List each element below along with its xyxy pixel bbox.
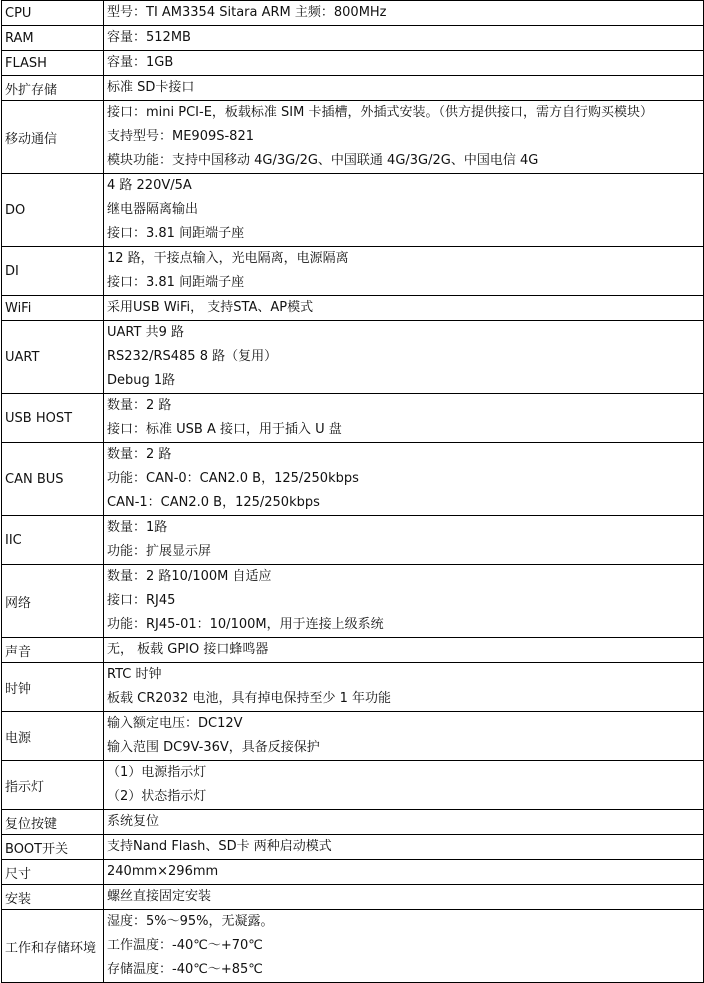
spec-label: 移动通信 (2, 101, 104, 174)
spec-row (2, 761, 704, 810)
spec-row (2, 247, 704, 296)
spec-value-line: 型号：TI AM3354 Sitara ARM 主频：800MHz (107, 5, 387, 20)
spec-value-line: 数量：2 路 (107, 398, 172, 413)
spec-row (2, 1, 704, 26)
spec-row (2, 516, 704, 565)
spec-value (104, 296, 704, 321)
spec-value-line: 湿度：5%～95%，无凝露。 (107, 914, 274, 929)
spec-value-line: 数量：2 路10/100M 自适应 (107, 569, 272, 584)
spec-value (104, 101, 704, 174)
spec-value-line: 板载 CR2032 电池，具有掉电保持至少 1 年功能 (107, 691, 391, 706)
spec-value-line: 输入额定电压：DC12V (107, 716, 243, 731)
spec-value-line: 接口：3.81 间距端子座 (107, 226, 245, 241)
spec-value-line: 功能：CAN-0：CAN2.0 B，125/250kbps (107, 471, 359, 486)
spec-label: 安装 (2, 885, 104, 910)
spec-row (2, 296, 704, 321)
spec-value (104, 712, 704, 761)
spec-label: WiFi (2, 296, 104, 321)
spec-label: 工作和存储环境 (2, 910, 104, 983)
spec-label: BOOT开关 (2, 835, 104, 860)
spec-value-line: RS232/RS485 8 路（复用） (107, 349, 278, 364)
spec-value (104, 443, 704, 516)
spec-label: UART (2, 321, 104, 394)
spec-value (104, 76, 704, 101)
spec-value-line: 输入范围 DC9V-36V，具备反接保护 (107, 740, 320, 755)
spec-row (2, 26, 704, 51)
spec-row (2, 663, 704, 712)
spec-value (104, 321, 704, 394)
spec-value (104, 516, 704, 565)
spec-value (104, 174, 704, 247)
spec-value-line: 模块功能：支持中国移动 4G/3G/2G、中国联通 4G/3G/2G、中国电信 4G (107, 153, 539, 168)
spec-value-line: 240mm×296mm (107, 864, 219, 879)
spec-label: 电源 (2, 712, 104, 761)
spec-label: CAN BUS (2, 443, 104, 516)
spec-value (104, 247, 704, 296)
spec-row (2, 76, 704, 101)
spec-row (2, 910, 704, 983)
spec-value-line: 接口：mini PCI-E，板载标准 SIM 卡插槽，外插式安装。（供方提供接口，需方自行购买模块） (107, 105, 653, 120)
spec-value-line: 接口：3.81 间距端子座 (107, 275, 245, 290)
spec-row (2, 321, 704, 394)
spec-value-line: UART 共9 路 (107, 325, 184, 340)
spec-value (104, 51, 704, 76)
spec-value-line: 螺丝直接固定安装 (107, 889, 212, 904)
spec-value-line: 系统复位 (107, 814, 160, 829)
spec-value (104, 810, 704, 835)
spec-value (104, 26, 704, 51)
spec-table (1, 0, 704, 983)
spec-row (2, 51, 704, 76)
spec-row (2, 860, 704, 885)
spec-value-line: 容量：512MB (107, 30, 191, 45)
spec-row (2, 394, 704, 443)
spec-value-line: 支持型号：ME909S-821 (107, 129, 254, 144)
spec-label: DO (2, 174, 104, 247)
spec-value-line: （1）电源指示灯 (107, 765, 207, 780)
spec-value-line: CAN-1：CAN2.0 B，125/250kbps (107, 495, 320, 510)
spec-label: IIC (2, 516, 104, 565)
spec-value-line: 标准 SD卡接口 (107, 80, 195, 95)
spec-value-line: RTC 时钟 (107, 667, 162, 682)
spec-value (104, 835, 704, 860)
spec-value-line: 功能：扩展显示屏 (107, 544, 212, 559)
spec-value-line: 工作温度：-40℃～+70℃ (107, 938, 263, 953)
spec-value-line: 数量：2 路 (107, 447, 172, 462)
spec-label: 时钟 (2, 663, 104, 712)
spec-label: DI (2, 247, 104, 296)
spec-value-line: 采用USB WiFi， 支持STA、AP模式 (107, 300, 314, 315)
spec-value-line: （2）状态指示灯 (107, 789, 207, 804)
spec-value-line: Debug 1路 (107, 373, 176, 388)
spec-table-body (2, 1, 704, 983)
spec-row (2, 638, 704, 663)
spec-value-line: 4 路 220V/5A (107, 178, 192, 193)
spec-value-line: 12 路，干接点输入，光电隔离，电源隔离 (107, 251, 349, 266)
spec-row (2, 810, 704, 835)
spec-row (2, 174, 704, 247)
spec-value-line: 数量：1路 (107, 520, 168, 535)
spec-label: USB HOST (2, 394, 104, 443)
spec-row (2, 443, 704, 516)
spec-label: RAM (2, 26, 104, 51)
spec-label: 网络 (2, 565, 104, 638)
spec-value (104, 663, 704, 712)
spec-value-line: 无， 板载 GPIO 接口蜂鸣器 (107, 642, 269, 657)
spec-value-line: 支持Nand Flash、SD卡 两种启动模式 (107, 839, 332, 854)
spec-value (104, 885, 704, 910)
spec-value (104, 1, 704, 26)
spec-value-line: 继电器隔离输出 (107, 202, 199, 217)
spec-label: 尺寸 (2, 860, 104, 885)
spec-label: 指示灯 (2, 761, 104, 810)
spec-value (104, 394, 704, 443)
spec-label: 外扩存储 (2, 76, 104, 101)
spec-value (104, 761, 704, 810)
spec-row (2, 712, 704, 761)
spec-row (2, 101, 704, 174)
spec-label: CPU (2, 1, 104, 26)
spec-value-line: 接口：标准 USB A 接口，用于插入 U 盘 (107, 422, 342, 437)
spec-row (2, 565, 704, 638)
spec-row (2, 885, 704, 910)
spec-value-line: 接口：RJ45 (107, 593, 176, 608)
spec-value (104, 638, 704, 663)
spec-value-line: 功能：RJ45-01：10/100M，用于连接上级系统 (107, 617, 384, 632)
spec-value (104, 565, 704, 638)
spec-row (2, 835, 704, 860)
spec-label: FLASH (2, 51, 104, 76)
spec-label: 复位按键 (2, 810, 104, 835)
spec-value (104, 860, 704, 885)
spec-label: 声音 (2, 638, 104, 663)
spec-value-line: 容量：1GB (107, 55, 174, 70)
spec-value (104, 910, 704, 983)
spec-value-line: 存储温度：-40℃～+85℃ (107, 962, 263, 977)
